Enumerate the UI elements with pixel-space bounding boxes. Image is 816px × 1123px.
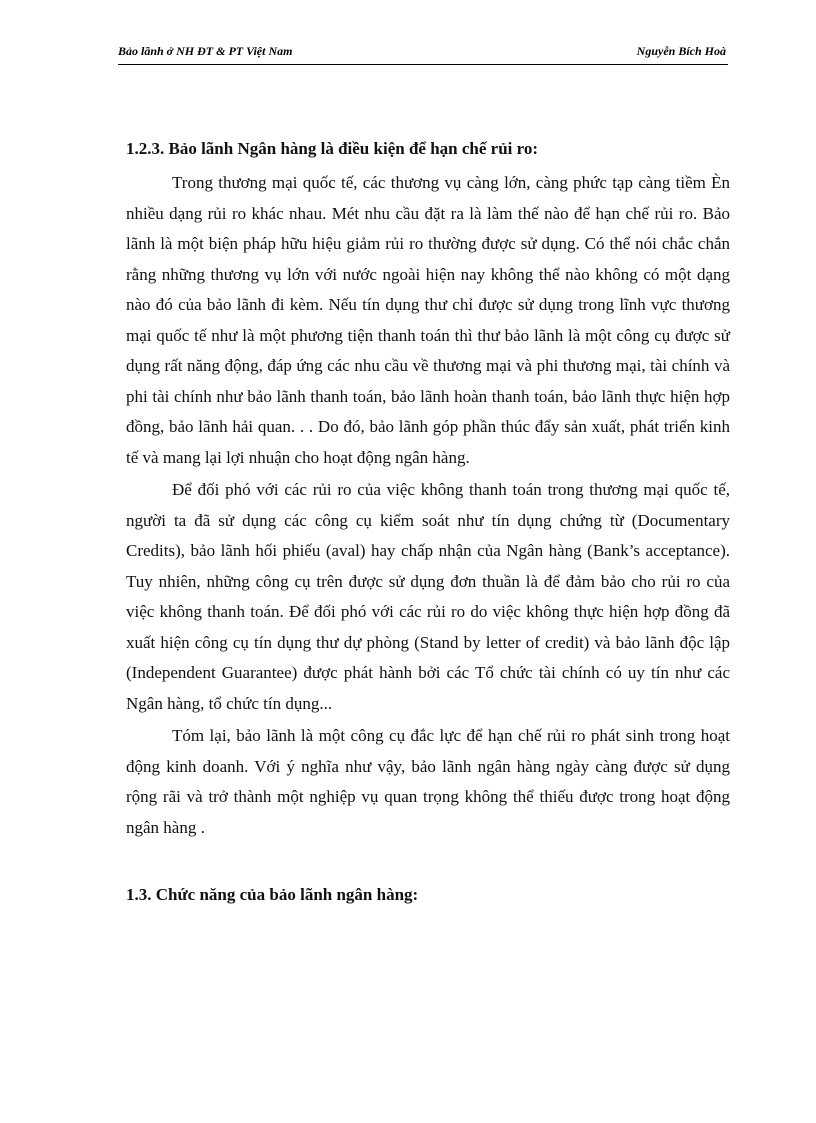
section-heading-1-3: 1.3. Chức năng của bảo lãnh ngân hàng: — [126, 885, 419, 904]
header-divider — [118, 64, 728, 65]
section-heading-1-2-3: 1.2.3. Bảo lãnh Ngân hàng là điều kiện để hạn chế rủi ro: — [126, 139, 539, 158]
running-header — [118, 42, 726, 62]
document-body — [126, 134, 730, 910]
body-paragraph: Để đối phó với các rủi ro của việc không thanh toán trong thương mại quốc tế, người ta đã sử dụng các công cụ kiểm soát như tín dụng chứng từ (Documentary Credits), bảo lãnh hối phiếu (aval) hay chấp nhận của Ngân hàng (Bank’s acceptance). Tuy nhiên, những công cụ trên được sử dụng đơn thuần là để đảm bảo cho rủi ro của việc không thanh toán. Để đối phó với các rủi ro do việc không thực hiện hợp đồng đã xuất hiện công cụ tín dụng thư dự phòng (Stand by letter of credit) và bảo lãnh độc lập (Independent Guarantee) được phát hành bởi các Tổ chức tài chính có uy tín như các Ngân hàng, tổ chức tín dụng... — [126, 480, 730, 713]
body-paragraph: Trong thương mại quốc tế, các thương vụ càng lớn, càng phức tạp càng tiềm Èn nhiều dạng rủi ro khác nhau. Mét nhu cầu đặt ra là làm thế nào để hạn chế rủi ro. Bảo lãnh là một biện pháp hữu hiệu giảm rủi ro thường được sử dụng. Có thể nói chắc chắn rằng những thương vụ lớn với nước ngoài hiện nay không thể nào không có một dạng nào đó của bảo lãnh đi kèm. Nếu tín dụng thư chỉ được sử dụng trong lĩnh vực thương mại quốc tế như là một phương tiện thanh toán thì thư bảo lãnh là một công cụ được sử dụng rất năng động, đáp ứng các nhu cầu về thương mại và phi thương mại, tài chính và phi tài chính như bảo lãnh thanh toán, bảo lãnh hoàn thanh toán, bảo lãnh thực hiện hợp đồng, bảo lãnh hải quan. . . Do đó, bảo lãnh góp phần thúc đẩy sản xuất, phát triển kinh tế và mang lại lợi nhuận cho hoạt động ngân hàng. — [126, 173, 730, 467]
header-author-name: Nguyễn Bích Hoà — [636, 44, 726, 58]
header-document-title: Bảo lãnh ở NH ĐT & PT Việt Nam — [118, 44, 293, 58]
body-paragraph: Tóm lại, bảo lãnh là một công cụ đắc lực để hạn chế rủi ro phát sinh trong hoạt động kinh doanh. Với ý nghĩa như vậy, bảo lãnh ngân hàng ngày càng được sử dụng rộng rãi và trở thành một nghiệp vụ quan trọng không thể thiếu được trong hoạt động ngân hàng . — [126, 726, 730, 837]
